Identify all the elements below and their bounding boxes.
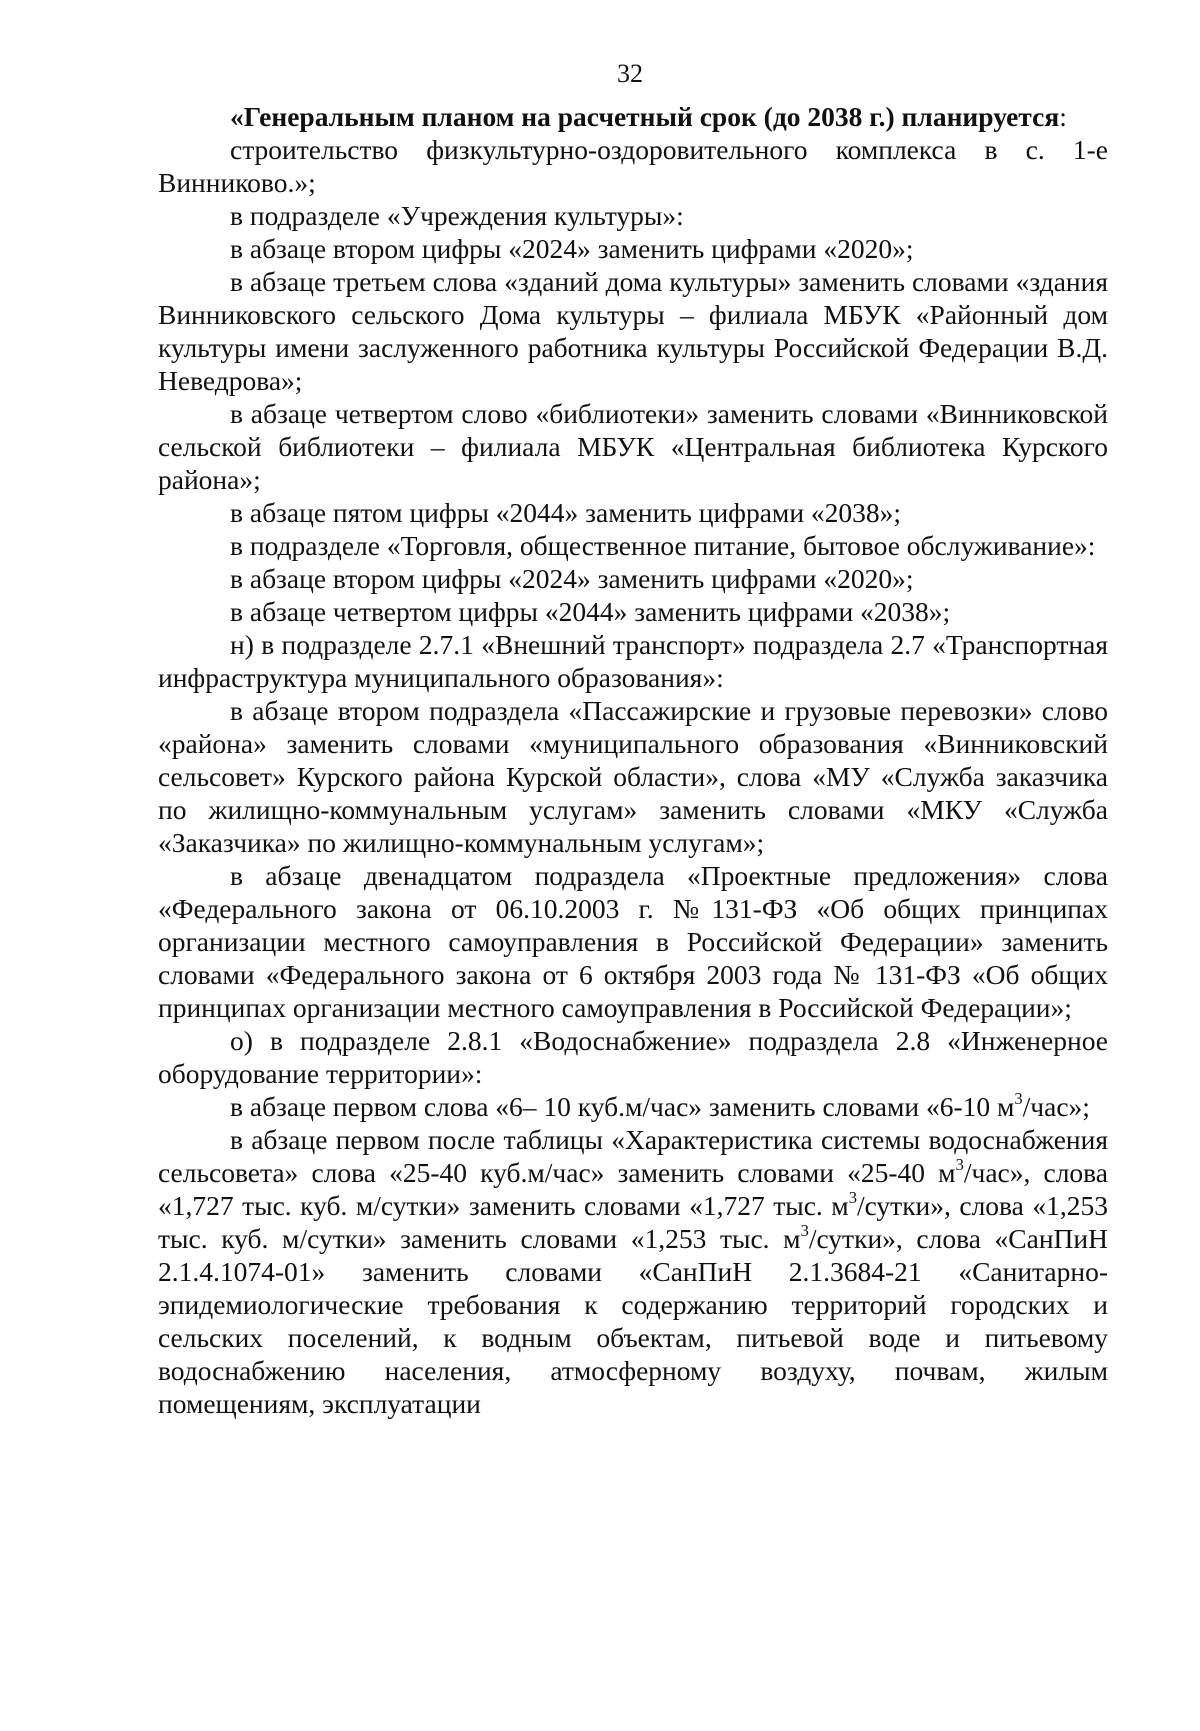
superscript: 3	[848, 1188, 857, 1208]
superscript: 3	[800, 1221, 809, 1241]
paragraph-text: /час»;	[1022, 1091, 1090, 1122]
paragraph-trade-fourth: в абзаце четвертом цифры «2044» заменить цифрами «2038»;	[230, 596, 951, 627]
bold-lead-text: «Генеральным планом на расчетный срок (до 2038 г.) планируется	[230, 101, 1060, 132]
paragraph-culture-subsection: в подразделе «Учреждения культуры»:	[230, 200, 684, 231]
paragraph-construction: строительство физкультурно-оздоровительного комплекса в с. 1-е Винниково.»;	[158, 134, 1108, 198]
page-number: 32	[617, 59, 643, 88]
paragraph-water-first	[158, 1090, 1108, 1123]
paragraph-text: в абзаце первом после таблицы «Характеристика системы водоснабжения сельсовета» слова «25-40 куб.м/час» заменить словами «25-40 м	[158, 1124, 1108, 1188]
paragraph-trade-subsection: в подразделе «Торговля, общественное питание, бытовое обслуживание»:	[230, 530, 1096, 561]
paragraph-text: /сутки», слова «1,253 тыс. куб. м/сутки» заменить словами «1,253 тыс. м	[158, 1190, 1108, 1254]
paragraph-transport-twelfth: в абзаце двенадцатом подраздела «Проектные предложения» слова «Федерального закона от 06.10.2003 г. №131-ФЗ «Об общих принципах организации местного самоуправления в Российской Федерации» заменить словами «Федерального закона от 6 октября 2003 года № 131-ФЗ «Об общих принципах организации местного самоуправления в Российской Федерации»;	[158, 860, 1108, 1023]
paragraph-culture-fifth: в абзаце пятом цифры «2044» заменить цифрами «2038»;	[230, 497, 902, 528]
paragraph-text: /час», слова «1,727 тыс. куб. м/сутки» заменить словами «1,727 тыс. м	[158, 1157, 1109, 1221]
paragraph-culture-fourth: в абзаце четвертом слово «библиотеки» заменить словами «Винниковской сельской библиотеки – филиала МБУК «Центральная библиотека Курского района»;	[158, 398, 1108, 495]
paragraph-transport-second: в абзаце втором подраздела «Пассажирские и грузовые перевозки» слово «района» заменить словами «муниципального образования «Винниковский сельсовет» Курского района Курской области», слова «МУ «Служба заказчика по жилищно-коммунальным услугам» заменить словами «МКУ «Служба «Заказчика» по жилищно-коммунальным услугам»;	[158, 695, 1108, 858]
paragraph-text: :	[1059, 101, 1067, 132]
paragraph-text: /сутки», слова «СанПиН 2.1.4.1074-01» заменить словами «СанПиН 2.1.3684-21 «Санитарно-эпидемиологические требования к содержанию территорий городских и сельских поселений, к водным объектам, питьевой воде и питьевому водоснабжению населения, атмосферному воздуху, почвам, жилым помещениям, эксплуатации	[158, 1223, 1108, 1419]
superscript: 3	[1014, 1089, 1023, 1109]
paragraph-culture-second: в абзаце втором цифры «2024» заменить цифрами «2020»;	[230, 233, 914, 264]
paragraph-culture-third: в абзаце третьем слова «зданий дома культуры» заменить словами «здания Винниковского сельского Дома культуры – филиала МБУК «Районный дом культуры имени заслуженного работника культуры Российской Федерации В.Д. Неведрова»;	[158, 266, 1108, 396]
paragraph-transport-subsection: н) в подразделе 2.7.1 «Внешний транспорт» подраздела 2.7 «Транспортная инфраструктура муниципального образования»:	[158, 629, 1108, 693]
superscript: 3	[955, 1155, 964, 1175]
paragraph-water-subsection: о) в подразделе 2.8.1 «Водоснабжение» подраздела 2.8 «Инженерное оборудование территории»:	[158, 1025, 1108, 1089]
paragraph-general-plan	[158, 100, 1108, 133]
document-body	[158, 100, 1108, 1420]
paragraph-text: в абзаце первом слова «6– 10 куб.м/час» заменить словами «6-10 м	[230, 1091, 1015, 1122]
paragraph-trade-second: в абзаце втором цифры «2024» заменить цифрами «2020»;	[230, 563, 914, 594]
paragraph-water-after-table	[158, 1123, 1108, 1420]
